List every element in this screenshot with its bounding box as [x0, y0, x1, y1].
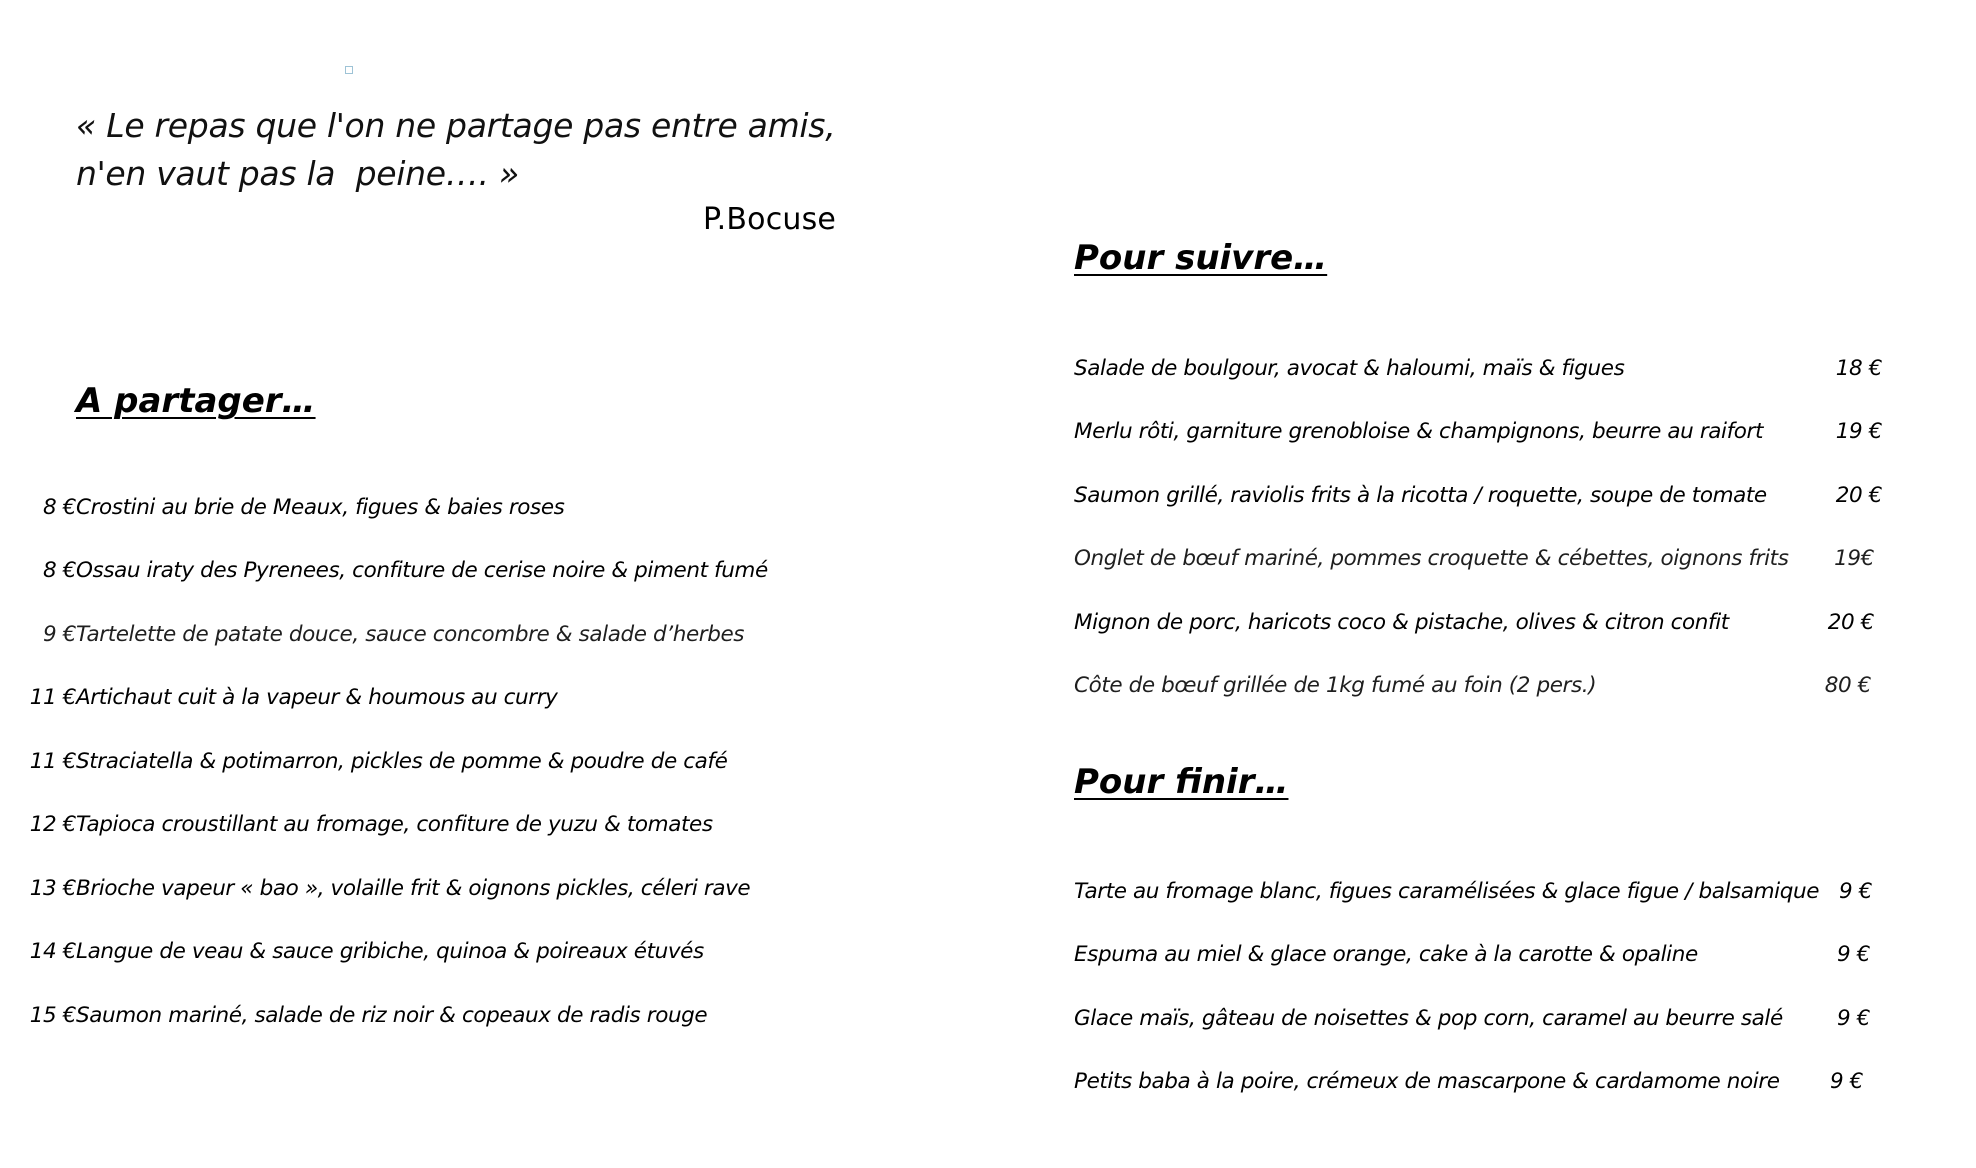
menu-item-price: 9 €	[43, 622, 76, 647]
menu-item	[1074, 606, 1874, 640]
menu-item-price: 20 €	[1827, 610, 1874, 635]
section-title-mains: Pour suivre…	[1074, 238, 1328, 278]
menu-item-price: 15 €	[29, 1003, 76, 1028]
menu-item-name: Tarte au fromage blanc, figues caramélisées & glace figue / balsamique	[1074, 879, 1820, 904]
menu-item-price: 9 €	[1837, 1006, 1870, 1031]
menu-item-name: Artichaut cuit à la vapeur & houmous au curry	[76, 685, 558, 710]
menu-item-name: Langue de veau & sauce gribiche, quinoa & poireaux étuvés	[76, 939, 704, 964]
menu-item-name: Saumon grillé, raviolis frits à la ricotta / roquette, soupe de tomate	[1074, 483, 1767, 508]
menu-item-price: 14 €	[29, 939, 76, 964]
menu-item-name: Saumon mariné, salade de riz noir & copeaux de radis rouge	[76, 1003, 708, 1028]
menu-item-name: Brioche vapeur « bao », volaille frit & oignons pickles, céleri rave	[76, 876, 751, 901]
menu-item-price: 8 €	[43, 558, 76, 583]
menu-item-name: Salade de boulgour, avocat & haloumi, maïs & figues	[1074, 356, 1625, 381]
opening-quote	[76, 102, 835, 198]
menu-item-name: Espuma au miel & glace orange, cake à la carotte & opaline	[1074, 942, 1698, 967]
menu-item	[1074, 875, 1872, 909]
menu-item-price: 9 €	[1830, 1069, 1863, 1094]
menu-item-name: Mignon de porc, haricots coco & pistache, olives & citron confit	[1074, 610, 1729, 635]
section-title-starters: A partager…	[76, 381, 316, 421]
menu-item-price: 19€	[1834, 546, 1874, 571]
quote-line-2: n'en vaut pas la peine…. »	[76, 154, 519, 193]
menu-item-name: Petits baba à la poire, crémeux de mascarpone & cardamome noire	[1074, 1069, 1780, 1094]
quote-line-1: « Le repas que l'on ne partage pas entre amis,	[76, 106, 836, 145]
menu-item-price: 8 €	[43, 495, 76, 520]
menu-item-name: Onglet de bœuf mariné, pommes croquette & cébettes, oignons frits	[1074, 546, 1789, 571]
menu-item-name: Glace maïs, gâteau de noisettes & pop corn, caramel au beurre salé	[1074, 1006, 1783, 1031]
menu-item-price: 9 €	[1837, 942, 1870, 967]
menu-item-name: Straciatella & potimarron, pickles de pomme & poudre de café	[76, 749, 728, 774]
menu-item	[1074, 542, 1874, 576]
menu-item	[1074, 1065, 1863, 1099]
menu-item	[1074, 415, 1882, 449]
menu-item-name: Ossau iraty des Pyrenees, confiture de cerise noire & piment fumé	[76, 558, 768, 583]
menu-item-name: Crostini au brie de Meaux, figues & baies roses	[76, 495, 565, 520]
section-title-desserts: Pour finir…	[1074, 762, 1289, 802]
menu-item-price: 80 €	[1824, 673, 1871, 698]
menu-item	[1074, 669, 1871, 703]
menu-item-name: Tapioca croustillant au fromage, confiture de yuzu & tomates	[76, 812, 713, 837]
menu-item-price: 18 €	[1835, 356, 1882, 381]
menu-item-name: Tartelette de patate douce, sauce concombre & salade d’herbes	[76, 622, 745, 647]
menu-item-price: 19 €	[1835, 419, 1882, 444]
menu-item-price: 20 €	[1835, 483, 1882, 508]
menu-item	[1074, 352, 1882, 386]
menu-item-price: 11 €	[29, 749, 76, 774]
menu-item-price: 9 €	[1839, 879, 1872, 904]
menu-item-name: Merlu rôti, garniture grenobloise & champignons, beurre au raifort	[1074, 419, 1764, 444]
quote-author: P.Bocuse	[703, 202, 837, 237]
menu-item	[1074, 479, 1882, 513]
menu-item-name: Côte de bœuf grillée de 1kg fumé au foin (2 pers.)	[1074, 673, 1597, 698]
menu-item-price: 13 €	[29, 876, 76, 901]
menu-item	[1074, 1002, 1870, 1036]
menu-item-price: 12 €	[29, 812, 76, 837]
page-marker	[345, 66, 353, 74]
menu-item-price: 11 €	[29, 685, 76, 710]
menu-item	[1074, 938, 1870, 972]
